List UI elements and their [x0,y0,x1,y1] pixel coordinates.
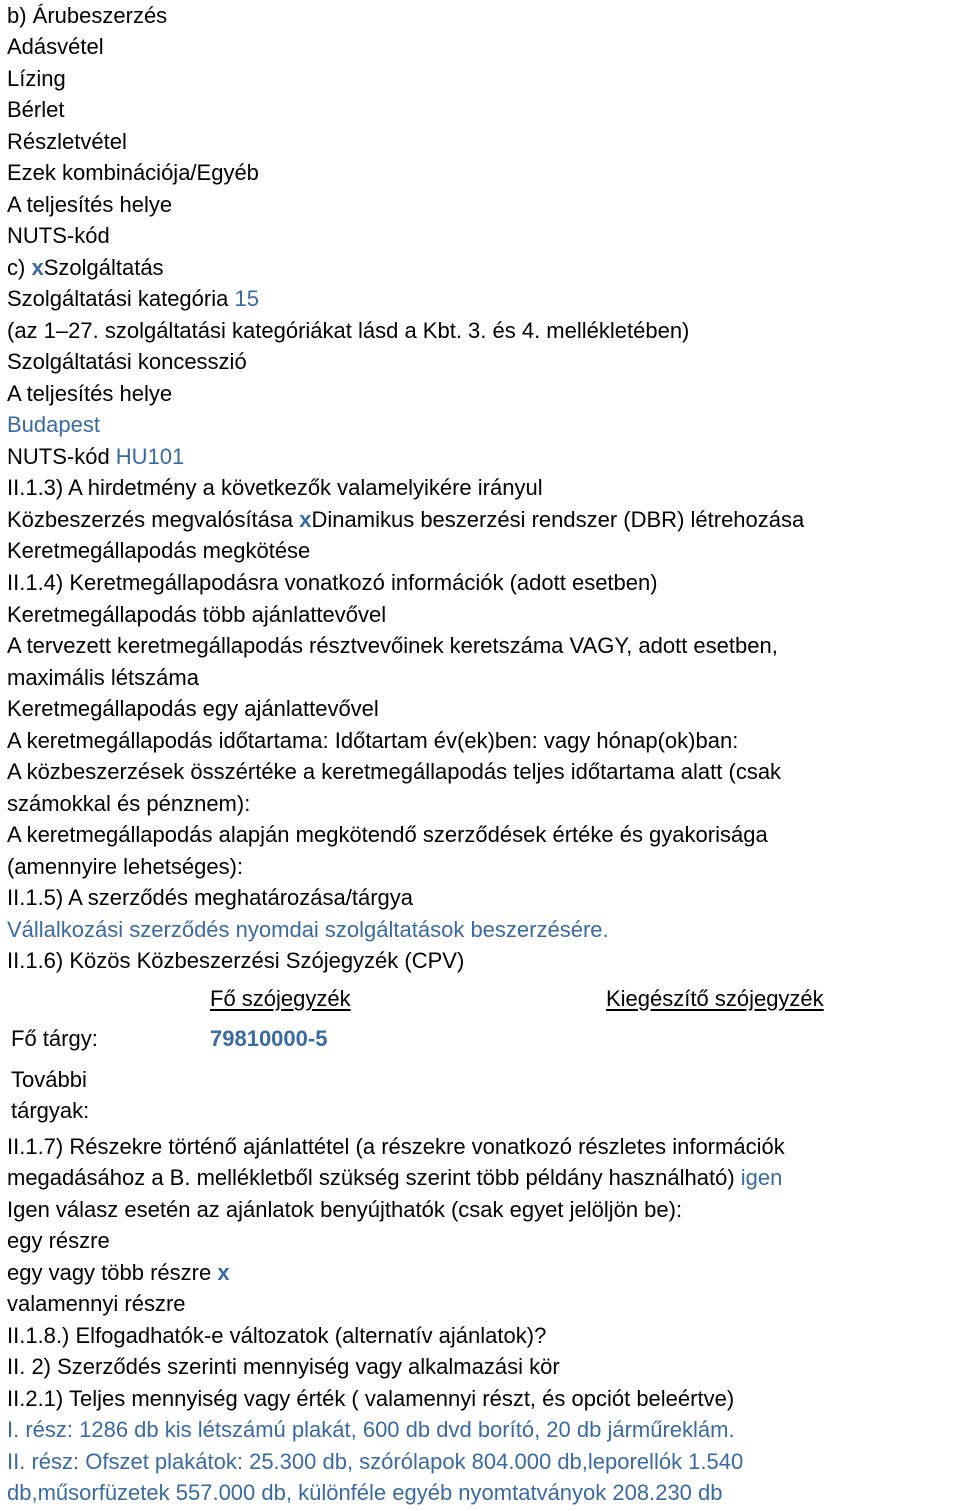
text-segment: NUTS-kód [7,444,116,469]
text-segment: Keretmegállapodás egy ajánlattevővel [7,696,379,721]
text-segment: számokkal és pénznem): [7,791,251,816]
text-segment: 15 [234,286,259,311]
text-segment: II.1.7) Részekre történő ajánlattétel (a részekre vonatkozó részletes információk [7,1134,785,1159]
text-line-l20 [7,602,386,628]
text-line-l17 [7,507,804,533]
cpv-other-label-line1: További [11,1067,87,1092]
text-segment: A tervezett keretmegállapodás résztvevőinek keretszáma VAGY, adott esetben, [7,633,778,658]
text-segment: Ezek kombinációja/Egyéb [7,160,259,185]
text-line-l42 [7,1323,546,1349]
text-segment: Közbeszerzés megvalósítása [7,507,300,532]
text-line-l18 [7,538,310,564]
text-segment: Bérlet [7,97,65,122]
text-segment: Keretmegállapodás megkötése [7,538,311,563]
checkbox-mark: x [31,255,44,280]
text-line-l37 [7,1165,782,1191]
text-segment: I. rész: 1286 db kis létszámú plakát, 600 db dvd borító, 20 db járműreklám. [7,1417,735,1442]
text-segment: egy részre [7,1228,110,1253]
text-line-l06 [7,160,259,186]
text-line-l31 [7,948,464,974]
text-segment: II.1.8.) Elfogadhatók-e változatok (alternatív ajánlatok)? [7,1323,547,1348]
text-segment: Szolgáltatás [43,255,164,280]
text-line-l10 [7,286,259,312]
text-segment: A teljesítés helye [7,381,173,406]
text-line-l24 [7,728,738,754]
text-segment: Vállalkozási szerződés nyomdai szolgáltatások beszerzésére. [7,917,609,942]
text-segment: II. 2) Szerződés szerinti mennyiség vagy alkalmazási kör [7,1354,560,1379]
text-line-l25 [7,759,781,785]
text-line-l01 [7,3,167,29]
text-line-l27 [7,822,768,848]
text-segment: II.1.4) Keretmegállapodásra vonatkozó információk (adott esetben) [7,570,658,595]
text-line-l40 [7,1260,230,1286]
text-segment: A keretmegállapodás időtartama: Időtartam év(ek)ben: vagy hónap(ok)ban: [7,728,739,753]
text-segment: A teljesítés helye [7,192,173,217]
text-line-l23 [7,696,379,722]
text-line-l30 [7,917,609,943]
text-line-l15 [7,444,184,470]
text-segment: Szolgáltatási koncesszió [7,349,247,374]
text-segment: Budapest [7,412,100,437]
text-segment: db,műsorfüzetek 557.000 db, különféle egyéb nyomtatványok 208.230 db [7,1480,723,1505]
text-segment: HU101 [115,444,185,469]
text-line-l09 [7,255,164,281]
text-segment: megadásához a B. mellékletből szükség szerint több példány használható) [7,1165,741,1190]
text-segment: A keretmegállapodás alapján megkötendő szerződések értéke és gyakorisága [7,822,768,847]
cpv-main-code: 79810000-5 [210,1026,328,1051]
text-segment: maximális létszáma [7,665,199,690]
text-line-l16 [7,475,543,501]
text-line-l44 [7,1386,734,1412]
text-segment: (amennyire lehetséges): [7,854,244,879]
text-segment: II.1.5) A szerződés meghatározása/tárgya [7,885,414,910]
text-segment: egy vagy több részre [7,1260,218,1285]
text-line-l38 [7,1197,682,1223]
text-segment: c) [7,255,32,280]
text-line-l28 [7,854,243,880]
text-line-l11 [7,318,689,344]
text-segment: A közbeszerzések összértéke a keretmegállapodás teljes időtartama alatt (csak [7,759,782,784]
checkbox-mark: x [299,507,312,532]
text-segment: (az 1–27. szolgáltatási kategóriákat lásd a Kbt. 3. és 4. mellékletében) [7,318,690,343]
text-line-l05 [7,129,127,155]
text-line-l21 [7,633,778,659]
cpv-other-label-line2: tárgyak: [11,1098,90,1123]
text-line-l39 [7,1228,110,1254]
text-line-l04 [7,97,64,123]
text-segment: Igen válasz esetén az ajánlatok benyújthatók (csak egyet jelöljön be): [7,1197,683,1222]
text-line-l02 [7,34,104,60]
text-line-l13 [7,381,172,407]
text-segment: valamennyi részre [7,1291,186,1316]
text-line-l26 [7,791,250,817]
text-line-l22 [7,665,199,691]
text-segment: II.2.1) Teljes mennyiség vagy érték ( valamennyi részt, és opciót beleértve) [7,1386,735,1411]
text-segment: Dinamikus beszerzési rendszer (DBR) létrehozása [311,507,805,532]
text-segment: II.1.3) A hirdetmény a következők valamelyikére irányul [7,475,543,500]
text-line-l43 [7,1354,560,1380]
cpv-main-header: Fő szójegyzék [210,986,351,1011]
cpv-supplementary-header: Kiegészítő szójegyzék [606,986,824,1011]
text-segment: Szolgáltatási kategória [7,286,235,311]
text-line-l45 [7,1417,735,1443]
text-segment: b) Árubeszerzés [7,3,168,28]
text-segment: NUTS-kód [7,223,110,248]
text-line-l12 [7,349,247,375]
text-segment: II. rész: Ofszet plakátok: 25.300 db, szórólapok 804.000 db,leporellók 1.540 [7,1449,744,1474]
text-line-l07 [7,192,172,218]
text-line-l14 [7,412,100,438]
cpv-main-label: Fő tárgy: [11,1026,98,1051]
checkbox-mark: x [217,1260,230,1285]
text-line-l08 [7,223,110,249]
text-segment: Lízing [7,66,66,91]
text-segment: igen [740,1165,783,1190]
text-segment: Keretmegállapodás több ajánlattevővel [7,602,387,627]
text-segment: II.1.6) Közös Közbeszerzési Szójegyzék (CPV) [7,948,465,973]
text-segment: Adásvétel [7,34,104,59]
text-line-l36 [7,1134,785,1160]
text-line-l19 [7,570,658,596]
text-line-l29 [7,885,413,911]
text-line-l41 [7,1291,186,1317]
text-line-l46 [7,1449,743,1475]
text-segment: Részletvétel [7,129,127,154]
text-line-l03 [7,66,66,92]
text-line-l47 [7,1480,723,1506]
